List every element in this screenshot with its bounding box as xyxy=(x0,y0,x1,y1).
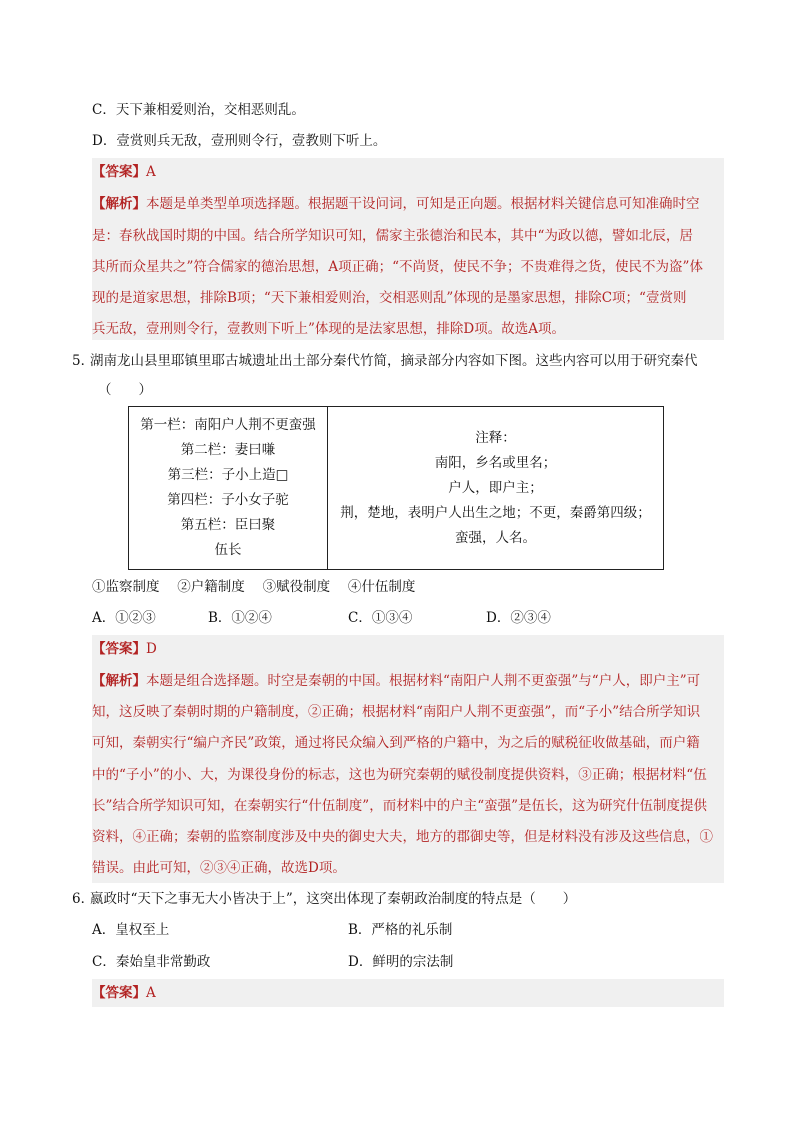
annotation-row: 蛮强，人名。 xyxy=(455,529,536,546)
q6-option-c: C．秦始皇非常勤政 xyxy=(92,954,211,970)
slip-content-column xyxy=(129,407,328,569)
slip-row: 第四栏：子小女子驼 xyxy=(167,492,289,508)
slip-row: 第五栏：臣曰聚 xyxy=(180,517,276,533)
q6-option-d: D．鲜明的宗法制 xyxy=(348,954,454,970)
q4-analysis-line-5: 兵无敌，壹刑则令行，壹教则下听上”体现的是法家思想，排除D项。故选A项。 xyxy=(92,321,565,337)
q6-option-a: A．皇权至上 xyxy=(92,922,170,938)
q5-analysis-line-6: 资料，④正确；秦朝的监察制度涉及中央的御史大夫，地方的郡御史等，但是材料没有涉及这些信息，① xyxy=(92,829,713,845)
q4-analysis-line-1: 【解析】本题是单类型单项选择题。根据题干设问词，可知是正向题。根据材料关键信息可知准确时空 xyxy=(92,196,700,212)
slip-row: 第二栏：妻曰嗛 xyxy=(180,442,276,458)
answer-tag: 【答案】 xyxy=(92,641,146,657)
bamboo-slip-table xyxy=(128,406,664,570)
q4-answer xyxy=(92,162,724,182)
q5-option-b: B．①②④ xyxy=(208,610,272,626)
q5-stem-line-2: （ ） xyxy=(98,382,152,398)
q5-number: 5． xyxy=(72,353,95,369)
q5-analysis-line-4: 中的“子小”的小、大，为课役身份的标志，这也为研究秦朝的赋役制度提供资料，③正确；根据材料“伍 xyxy=(92,767,707,783)
q5-option-d: D．②③④ xyxy=(486,610,551,626)
q4-answer-block xyxy=(92,158,724,340)
q5-items: ①监察制度 ②户籍制度 ③赋役制度 ④什伍制度 xyxy=(92,579,416,595)
q6-stem: 嬴政时“天下之事无大小皆决于上”，这突出体现了秦朝政治制度的特点是（ ） xyxy=(90,891,577,907)
analysis-tag: 【解析】 xyxy=(92,673,146,689)
slip-row: 伍长 xyxy=(214,542,242,558)
q5-analysis-line-7: 错误。由此可知，②③④正确，故选D项。 xyxy=(92,860,346,876)
answer-tag: 【答案】 xyxy=(92,985,146,1001)
slip-row: 第一栏：南阳户人荆不更蛮强 xyxy=(140,417,316,433)
q4-analysis-line-2: 是：春秋战国时期的中国。结合所学知识可知，儒家主张德治和民本，其中“为政以德，譬如北辰，居 xyxy=(92,228,693,244)
analysis-tag: 【解析】 xyxy=(92,196,146,212)
q5-analysis-line-5: 长”结合所学知识可知，在秦朝实行“什伍制度”，而材料中的户主“蛮强”是伍长，这为研究什伍制度提供 xyxy=(92,798,708,814)
q4-option-c: C．天下兼相爱则治，交相恶则乱。 xyxy=(92,102,305,118)
annotation-row: 户人，即户主； xyxy=(448,479,543,496)
annotation-row: 南阳，乡名或里名； xyxy=(434,454,557,471)
annotation-row: 荆，楚地，表明户人出生之地；不更，秦爵第四级； xyxy=(340,504,651,521)
q5-analysis-line-1: 【解析】本题是组合选择题。时空是秦朝的中国。根据材料“南阳户人荆不更蛮强”与“户人，即户主”可 xyxy=(92,673,701,689)
q5-stem-line-1: 湖南龙山县里耶镇里耶古城遗址出土部分秦代竹简，摘录部分内容如下图。这些内容可以用于研究秦代 xyxy=(90,353,698,369)
q5-analysis-line-3: 可知，秦朝实行“编户齐民”政策，通过将民众编入到严格的户籍中，为之后的赋税征收做基础，而户籍 xyxy=(92,735,700,751)
annotation-row: 注释： xyxy=(475,429,516,446)
answer-tag: 【答案】 xyxy=(92,164,146,180)
answer-value: A xyxy=(146,164,156,180)
answer-value: A xyxy=(146,985,156,1001)
answer-value: D xyxy=(146,641,157,657)
slip-row: 第三栏：子小上造□ xyxy=(167,467,289,483)
q6-answer xyxy=(92,983,724,1003)
q4-option-d: D．壹赏则兵无敌，壹刑则令行，壹教则下听上。 xyxy=(92,133,387,149)
q6-option-b: B．严格的礼乐制 xyxy=(348,922,453,938)
q6-number: 6． xyxy=(72,891,95,907)
q5-analysis-line-2: 知，这反映了秦朝时期的户籍制度，②正确；根据材料“南阳户人荆不更蛮强”，而“子小”结合所学知识 xyxy=(92,704,701,720)
q4-analysis-line-4: 现的是道家思想，排除B项；“天下兼相爱则治，交相恶则乱”体现的是墨家思想，排除C项；“壹赏则 xyxy=(92,290,687,306)
q4-analysis-line-3: 其所而众星共之”符合儒家的德治思想，A项正确；“不尚贤，使民不争；不贵难得之货，使民不为盗”体 xyxy=(92,259,703,275)
q5-answer xyxy=(92,639,724,659)
q5-option-a: A．①②③ xyxy=(92,610,156,626)
annotation-column xyxy=(328,407,663,569)
q5-option-c: C．①③④ xyxy=(348,610,413,626)
